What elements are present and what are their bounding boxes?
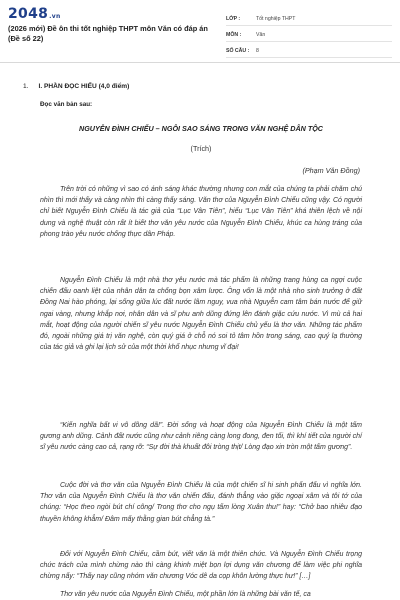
meta-row-question-count	[226, 44, 392, 58]
essay-paragraph: Cuộc đời và thơ văn của Nguyễn Đình Chiểu là của một chiến sĩ hi sinh phấn đấu vì nghĩa lớn. Thơ văn của Nguyễn Đình Chiểu là thơ văn chiến đấu, đánh thẳng vào giặc ngoại xâm và tôi tớ của chúng: “Học theo ngòi bút chí công/ Trong thơ cho ngụ tấm lòng Xuân thu!” hay: “Chở bao nhiêu đạo thuyền không khẳm/ Đâm mấy thằng gian bút chẳng tà.”	[40, 482, 362, 523]
section-number: 1.	[23, 83, 29, 90]
logo-main: 2048	[8, 6, 49, 22]
document-title: (2026 mới) Đề ôn thi tốt nghiệp THPT môn Văn có đáp án (Đề số 22)	[8, 24, 208, 43]
site-logo[interactable]	[8, 6, 61, 22]
meta-row-subject	[226, 28, 392, 42]
meta-key: SỐ CÂU :	[226, 47, 250, 54]
section-title: I. PHẦN ĐỌC HIỂU (4,0 điểm)	[38, 83, 130, 90]
reading-instruction: Đọc văn bản sau:	[40, 101, 93, 108]
essay-paragraph: “Kiến nghĩa bất vi vô dõng dã!”. Đời sống và hoạt động của Nguyễn Đình Chiểu là một tấm gương anh dũng. Cảnh đất nước cũng như cảnh riêng càng long đong, đen tối, thì khí tiết của người chí sĩ yêu nước càng cao cả, rạng rỡ: “Sự đời thà khuất đôi tròng thịt/ Lòng đạo xin tròn một tấm gương”.	[40, 422, 362, 452]
meta-value: Văn	[256, 31, 266, 38]
essay-paragraph: Trên trời có những vì sao có ánh sáng khác thường nhưng con mắt của chúng ta phải chăm chú nhìn thì mới thấy và càng nhìn thì càng thấy sáng. Văn thơ của Nguyễn Đình Chiểu cũng vậy. Có người chỉ biết Nguyễn Đình Chiểu là tác giả của “Lục Vân Tiên”, hiểu “Lục Vân Tiên” khá thiên lệch về nội dung và nghệ thuật còn rất ít biết thơ văn yêu nước của Nguyễn Đình Chiểu, khúc ca hùng tráng của phong trào yêu nước chống thực dân Pháp.	[40, 186, 362, 238]
essay-title: NGUYỄN ĐÌNH CHIỂU – NGÔI SAO SÁNG TRONG VĂN NGHỆ DÂN TỘC	[79, 124, 323, 133]
excerpt-label: (Trích)	[190, 144, 212, 153]
meta-value: Tốt nghiệp THPT	[256, 15, 296, 22]
essay-author: (Phạm Văn Đồng)	[302, 166, 360, 175]
essay-paragraph: Nguyễn Đình Chiểu là một nhà thơ yêu nước mà tác phẩm là những trang hùng ca ngợi cuộc chiến đấu oanh liệt của nhân dân ta chống bọn xâm lược. Ông vốn là một nhà nho sinh trưởng ở đất Đồng Nai hào phóng, lại sống giữa lúc đất nước lâm nguy, vua nhà Nguyễn cam tâm bán nước để giữ ngai vàng, nhưng khắp nơi, nhân dân và sĩ phu anh dũng đứng lên đánh giặc cứu nước. Vì mù cả hai mắt, hoạt động của người chiến sĩ yêu nước Nguyễn Đình Chiểu chủ yếu là thơ văn. Những tác phẩm đó, ngoài những giá trị văn nghệ, còn quý giá ở chỗ nó soi tỏ tâm hồn trong sáng, cao quý lạ thường của tác giả và ghi lại lịch sử của một thời khổ nhục nhưng vĩ đại!	[40, 277, 362, 352]
meta-key: LỚP :	[226, 15, 241, 22]
page-header	[0, 0, 400, 63]
essay-paragraph: Đối với Nguyễn Đình Chiểu, cầm bút, viết văn là một thiên chức. Và Nguyễn Đình Chiểu trọng chức trách của mình chừng nào thì càng khinh miệt bọn lợi dụng văn chương để làm việc phi nghĩa chừng nấy: “Thấy nay cũng nhóm văn chương Vóc dê da cọp khôn lường thực hư!” […]	[40, 551, 362, 581]
essay-paragraph: Thơ văn yêu nước của Nguyễn Đình Chiểu, một phần lớn là những bài văn tế, ca	[60, 591, 311, 598]
meta-panel	[226, 12, 392, 60]
logo-suffix: .vn	[49, 13, 61, 20]
section-heading	[23, 83, 129, 90]
meta-key: MÔN :	[226, 31, 242, 38]
meta-value: 8	[256, 47, 259, 54]
meta-row-class	[226, 12, 392, 26]
